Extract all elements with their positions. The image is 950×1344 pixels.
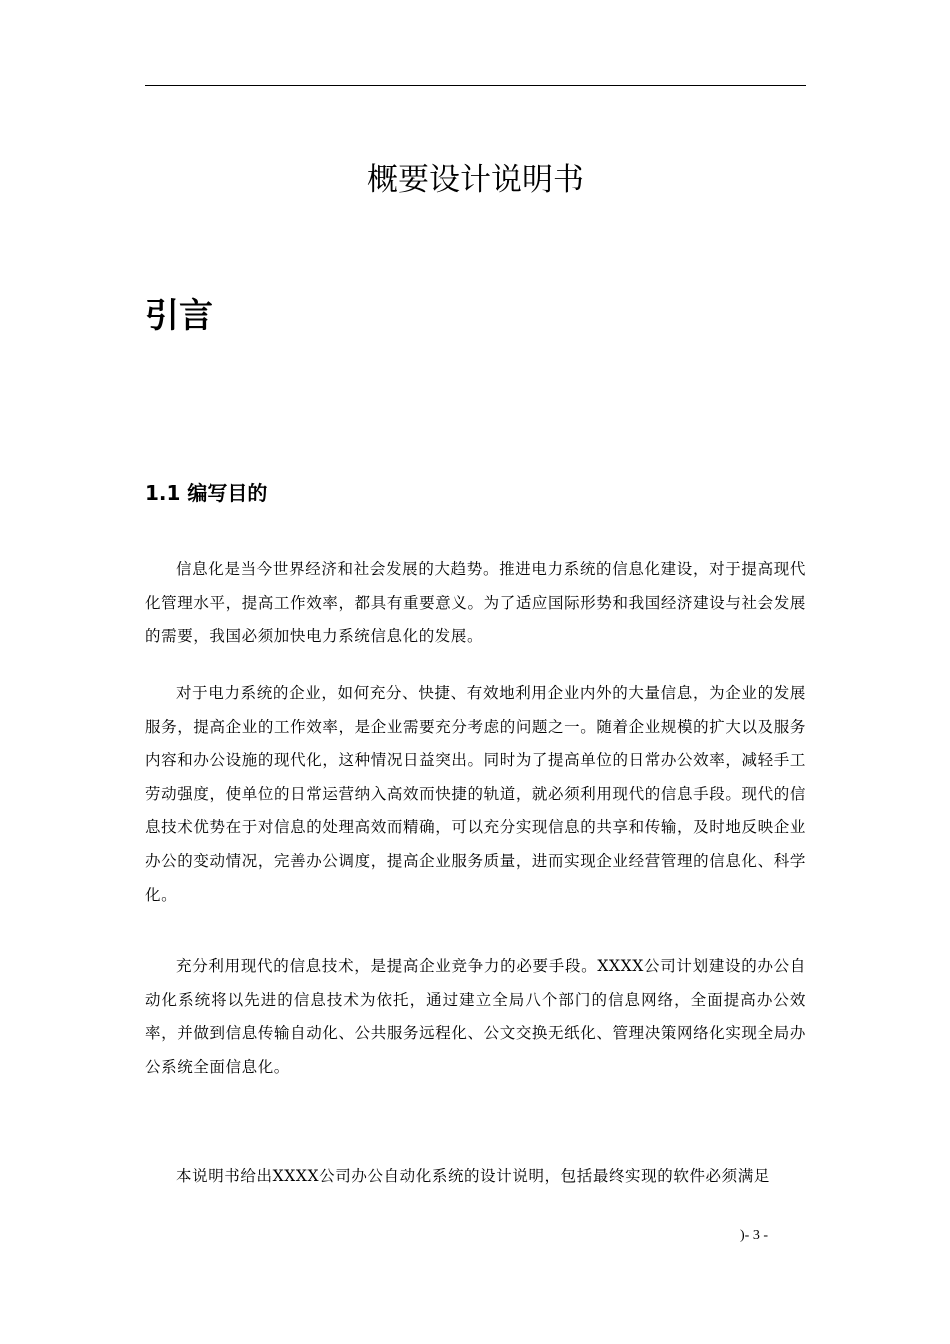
body-paragraph: 信息化是当今世界经济和社会发展的大趋势。推进电力系统的信息化建设，对于提高现代化管理水平，提高工作效率，都具有重要意义。为了适应国际形势和我国经济建设与社会发展的需要，我国必须加快电力系统信息化的发展。 (145, 560, 806, 646)
body-paragraph: 充分利用现代的信息技术，是提高企业竞争力的必要手段。XXXX公司计划建设的办公自动化系统将以先进的信息技术为依托，通过建立全局八个部门的信息网络，全面提高办公效率，并做到信息传输自动化、公共服务远程化、公文交换无纸化、管理决策网络化实现全局办公系统全面信息化。 (145, 957, 806, 1076)
body-paragraph: 对于电力系统的企业，如何充分、快捷、有效地利用企业内外的大量信息，为企业的发展服务，提高企业的工作效率，是企业需要充分考虑的问题之一。随着企业规模的扩大以及服务内容和办公设施的现代化，这种情况日益突出。同时为了提高单位的日常办公效率，减轻手工劳动强度，使单位的日常运营纳入高效而快捷的轨道，就必须利用现代的信息手段。现代的信息技术优势在于对信息的处理高效而精确，可以充分实现信息的共享和传输，及时地反映企业办公的变动情况，完善办公调度，提高企业服务质量，进而实现企业经营管理的信息化、科学化。 (145, 684, 806, 904)
body-paragraph: 本说明书给出XXXX公司办公自动化系统的设计说明，包括最终实现的软件必须满足 (176, 1167, 770, 1185)
header-rule (145, 85, 806, 86)
document-title: 概要设计说明书 (367, 162, 584, 198)
section-heading: 1.1 编写目的 (145, 481, 268, 505)
page-number: )- 3 - (740, 1228, 768, 1243)
chapter-heading: 引言 (145, 296, 213, 336)
